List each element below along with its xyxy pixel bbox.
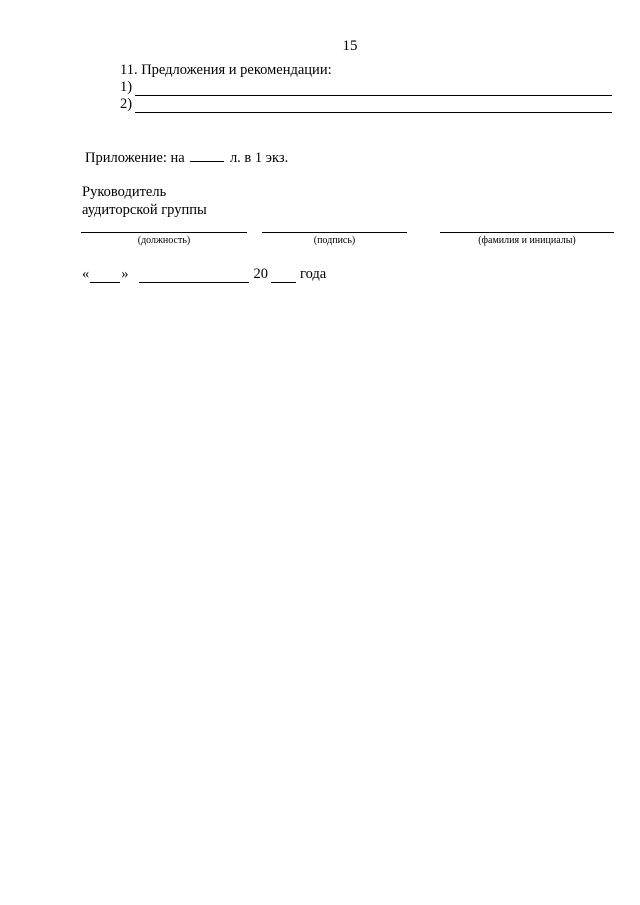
date-close-quote: » bbox=[121, 266, 129, 282]
attachment-line bbox=[85, 149, 288, 167]
attachment-suffix: л. в 1 экз. bbox=[229, 150, 289, 166]
name-blank-line bbox=[440, 232, 614, 233]
signature-blank-line bbox=[262, 232, 407, 233]
year-suffix: года bbox=[300, 266, 327, 282]
position-blank-line bbox=[81, 232, 247, 233]
attachment-prefix: Приложение: на bbox=[85, 150, 185, 166]
month-blank bbox=[139, 270, 249, 283]
date-line bbox=[82, 266, 326, 283]
day-blank bbox=[90, 270, 120, 283]
signatory-title-line1: Руководитель bbox=[82, 184, 167, 200]
signatory-title-line2: аудиторской группы bbox=[82, 202, 207, 218]
proposal-item-number: 2) bbox=[120, 96, 133, 112]
name-caption: (фамилия и инициалы) bbox=[478, 235, 576, 246]
date-open-quote: « bbox=[82, 266, 90, 282]
proposal-item-2 bbox=[120, 95, 612, 113]
position-caption: (должность) bbox=[137, 235, 191, 246]
page-number: 15 bbox=[342, 38, 358, 54]
year-blank bbox=[271, 270, 296, 283]
section-heading: 11. Предложения и рекомендации: bbox=[120, 62, 332, 78]
proposal-blank-line bbox=[135, 99, 612, 113]
proposal-item-number: 1) bbox=[120, 79, 133, 95]
proposal-blank-line bbox=[135, 82, 612, 96]
attachment-pages-blank bbox=[190, 149, 224, 162]
signature-caption: (подпись) bbox=[313, 235, 356, 246]
year-prefix: 20 bbox=[253, 266, 268, 282]
proposal-item-1 bbox=[120, 78, 612, 96]
